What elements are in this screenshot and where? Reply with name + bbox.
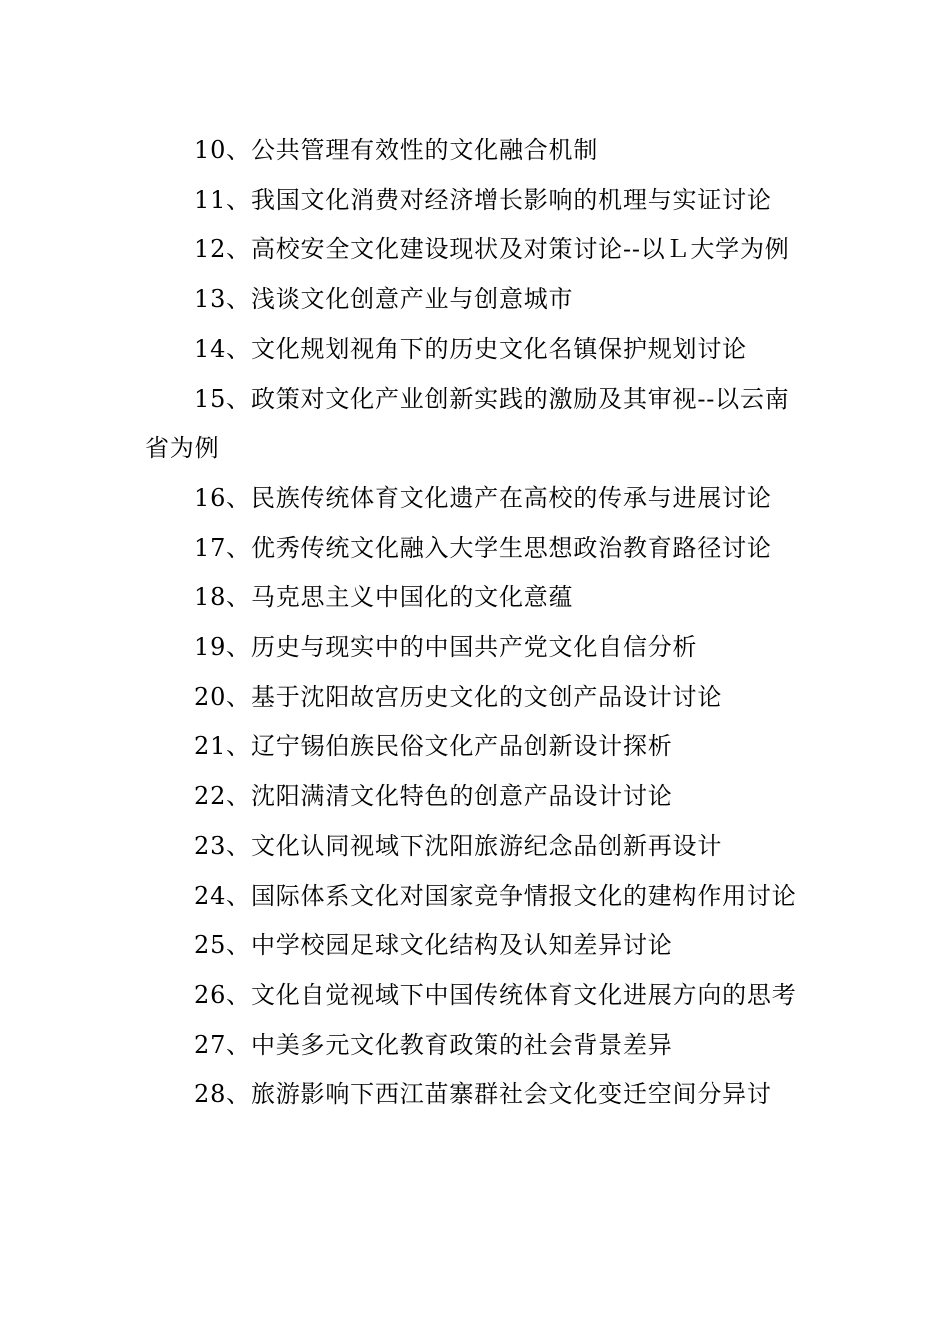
list-item: 20、基于沈阳故宫历史文化的文创产品设计讨论 <box>194 682 723 711</box>
list-item: 28、旅游影响下西江苗寨群社会文化变迁空间分异讨 <box>194 1080 772 1109</box>
list-item: 12、高校安全文化建设现状及对策讨论--以Ｌ大学为例 <box>194 235 790 264</box>
topic-list <box>145 126 805 1120</box>
list-item: 27、中美多元文化教育政策的社会背景差异 <box>194 1030 673 1059</box>
list-item: 24、国际体系文化对国家竞争情报文化的建构作用讨论 <box>194 881 797 910</box>
list-item: 16、民族传统体育文化遗产在高校的传承与进展讨论 <box>194 483 772 512</box>
list-item: 17、优秀传统文化融入大学生思想政治教育路径讨论 <box>194 533 772 562</box>
list-item: 19、历史与现实中的中国共产党文化自信分析 <box>194 633 698 662</box>
list-item: 15、政策对文化产业创新实践的激励及其审视--以云南省为例 <box>145 384 790 463</box>
list-item: 13、浅谈文化创意产业与创意城市 <box>194 285 574 314</box>
list-item: 26、文化自觉视域下中国传统体育文化进展方向的思考 <box>194 980 797 1009</box>
list-item: 23、文化认同视域下沈阳旅游纪念品创新再设计 <box>194 831 723 860</box>
list-item: 10、公共管理有效性的文化融合机制 <box>194 136 599 164</box>
list-item: 22、沈阳满清文化特色的创意产品设计讨论 <box>194 782 673 811</box>
list-item: 21、辽宁锡伯族民俗文化产品创新设计探析 <box>194 732 673 761</box>
list-item: 25、中学校园足球文化结构及认知差异讨论 <box>194 931 673 960</box>
list-item: 11、我国文化消费对经济增长影响的机理与实证讨论 <box>194 185 772 214</box>
list-item: 14、文化规划视角下的历史文化名镇保护规划讨论 <box>194 334 747 363</box>
list-item: 18、马克思主义中国化的文化意蕴 <box>194 583 574 612</box>
